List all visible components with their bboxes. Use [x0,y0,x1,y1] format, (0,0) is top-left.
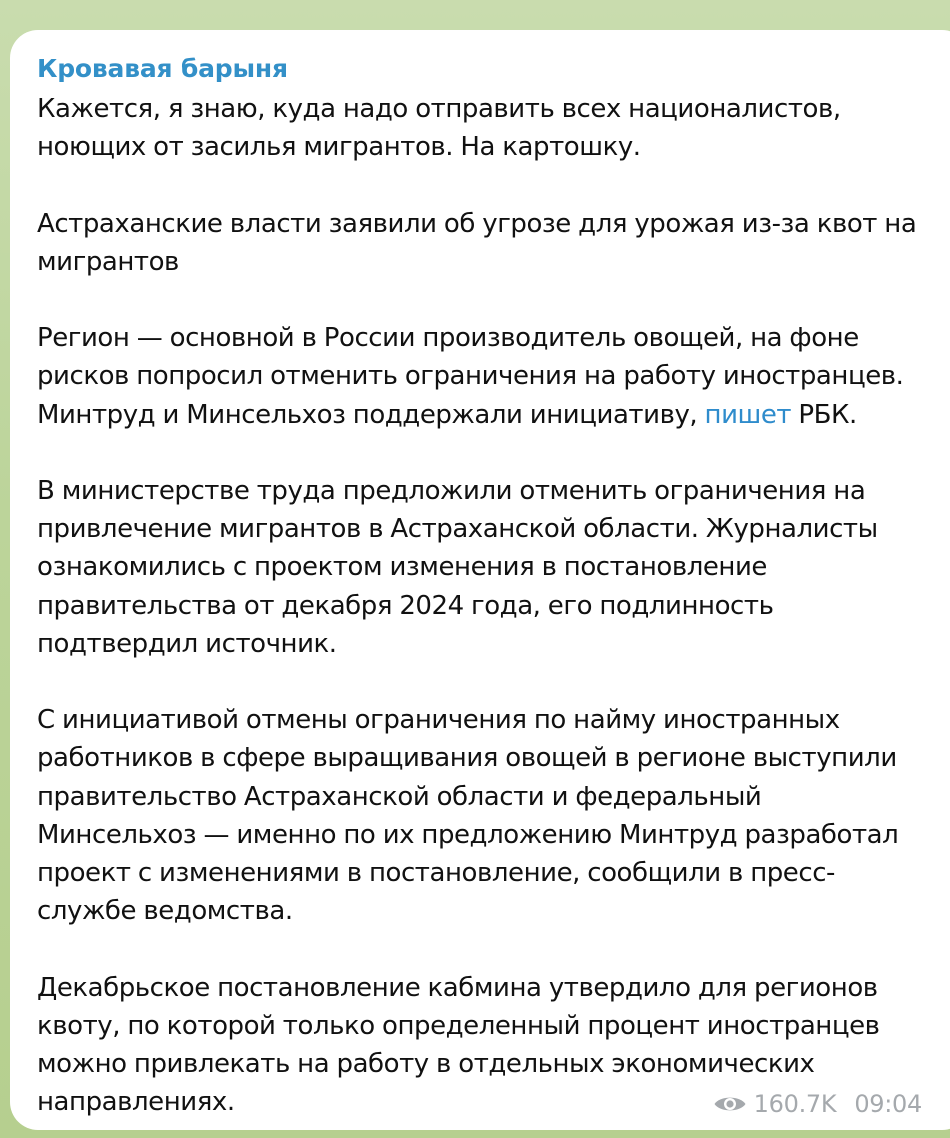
paragraph-3 [37,319,949,434]
message-text [37,90,949,1121]
paragraph-5-text: С инициативой отмены ограничения по найму иностранных работников в сфере выращивания овощей в регионе выступили правительство Астраханской области и федеральный Минсельхоз — именно по их предложению Минтруд разработал проект с изменениями в постановление, сообщили в пресс- службе ведомства. [37,705,899,927]
eye-icon [713,1093,747,1115]
paragraph-3-text-before: Регион — основной в России производитель овощей, на фоне рисков попросил отменить ограничения на работу иностранцев. Минтруд и Минсельхоз поддержали инициативу, [37,323,904,430]
message-meta [713,1090,922,1118]
view-count: 160.7K [753,1090,837,1118]
paragraph-1-text: Кажется, я знаю, куда надо отправить всех националистов, ноющих от засилья мигрантов. На картошку. [37,94,841,163]
paragraph-2-text: Астраханские власти заявили об угрозе для урожая из-за квот на мигрантов [37,208,917,277]
paragraph-1 [37,90,949,166]
sender-name[interactable]: Кровавая барыня [37,54,288,83]
paragraph-4-text: В министерстве труда предложили отменить ограничения на привлечение мигрантов в Астраханской области. Журналисты ознакомились с проектом изменения в постановление правительства от декабря 2024 года, его подлинность подтвердил источник. [37,475,878,659]
source-link[interactable]: пишет [704,399,792,430]
paragraph-6-text: Декабрьское постановление кабмина утвердило для регионов квоту, по которой только определенный процент иностранцев можно привлекать на работу в отдельных экономических направлениях. [37,972,880,1118]
paragraph-4 [37,472,949,663]
message-time: 09:04 [854,1090,922,1118]
paragraph-5 [37,701,949,930]
message-bubble [10,30,950,1130]
paragraph-3-text-after: РБК. [791,399,857,430]
paragraph-2 [37,205,949,281]
